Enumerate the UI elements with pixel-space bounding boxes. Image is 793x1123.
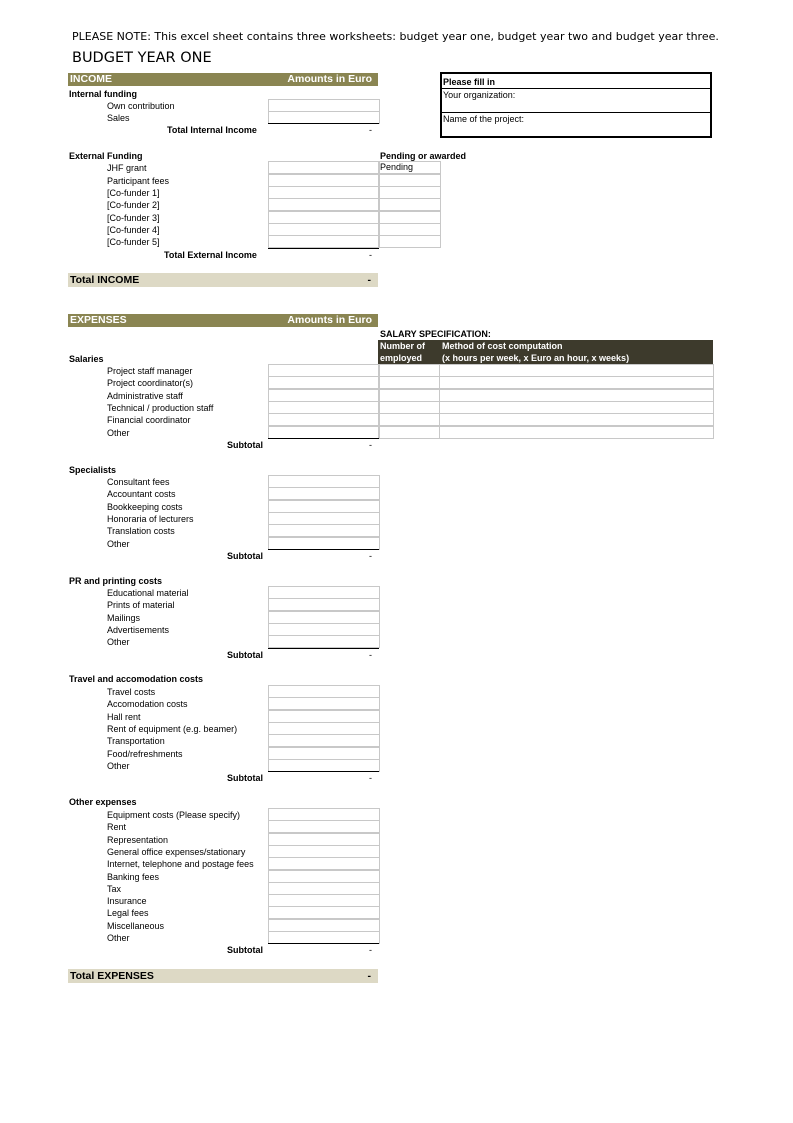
specialists-title: Specialists xyxy=(69,465,117,475)
other-amount-input[interactable] xyxy=(268,808,380,821)
co-funder-5-input[interactable] xyxy=(268,235,380,248)
other-amount-input[interactable] xyxy=(268,870,380,883)
total-income-bar xyxy=(68,273,378,287)
fill-in-title: Please fill in xyxy=(443,77,496,87)
pr-item-label: Prints of material xyxy=(107,600,175,611)
total-income-value: - xyxy=(367,274,371,286)
other-item-label: Representation xyxy=(107,834,169,845)
travel-amount-input[interactable] xyxy=(268,722,380,735)
income-item-label: [Co-funder 4] xyxy=(107,225,160,235)
salaries-item-label: Other xyxy=(107,427,130,438)
travel-item-label: Other xyxy=(107,760,130,771)
salaries-subtotal-value: - xyxy=(369,439,372,450)
salaries-amount-input[interactable] xyxy=(268,389,380,402)
salary-cost-method-input[interactable] xyxy=(439,389,714,402)
other-item-label: Internet, telephone and postage fees xyxy=(107,859,254,870)
travel-item-label: Travel costs xyxy=(107,687,156,697)
travel-amount-input[interactable] xyxy=(268,710,380,723)
organization-label: Your organization: xyxy=(443,90,516,100)
travel-amount-input[interactable] xyxy=(268,685,380,698)
travel-item-label: Hall rent xyxy=(107,711,141,722)
total-external-income-label: Total External Income xyxy=(164,250,257,260)
other-amount-input[interactable] xyxy=(268,894,380,907)
sheet-note: PLEASE NOTE: This excel sheet contains three worksheets: budget year one, budget year two and budget year three. xyxy=(72,30,719,43)
other-amount-input[interactable] xyxy=(268,906,380,919)
income-item-label: [Co-funder 3] xyxy=(107,213,160,223)
specialists-amount-input[interactable] xyxy=(268,487,380,500)
salary-number-employed-input[interactable] xyxy=(378,364,440,377)
other-item-label: Miscellaneous xyxy=(107,920,165,931)
organization-input[interactable] xyxy=(442,101,710,113)
specialists-item-label: Translation costs xyxy=(107,526,175,537)
other-item-label: Insurance xyxy=(107,896,147,907)
expenses-amount-label: Amounts in Euro xyxy=(287,314,372,326)
travel-amount-input[interactable] xyxy=(268,759,380,772)
salary-number-employed-input[interactable] xyxy=(378,389,440,402)
pr-item-label: Other xyxy=(107,637,130,648)
salary-cost-method-input[interactable] xyxy=(439,413,714,426)
salary-spec-header xyxy=(378,340,713,364)
other-item-label: Equipment costs (Please specify) xyxy=(107,810,241,820)
other-item-label: Rent xyxy=(107,822,127,833)
salary-cost-method-input[interactable] xyxy=(439,426,714,439)
other-amount-input[interactable] xyxy=(268,845,380,858)
income-header-label: INCOME xyxy=(70,73,112,85)
specialists-item-label: Bookkeeping costs xyxy=(107,501,183,512)
pr-amount-input[interactable] xyxy=(268,623,380,636)
co-funder-5-pending-input[interactable] xyxy=(378,235,441,248)
pr-amount-input[interactable] xyxy=(268,598,380,611)
pr-item-label: Mailings xyxy=(107,612,141,623)
pr-printing-title: PR and printing costs xyxy=(69,576,163,586)
other-amount-input[interactable] xyxy=(268,833,380,846)
travel-amount-input[interactable] xyxy=(268,697,380,710)
salary-number-employed-input[interactable] xyxy=(378,401,440,414)
internal-funding-title: Internal funding xyxy=(69,89,137,99)
external-funding-title: External Funding xyxy=(69,151,143,161)
pr-subtotal-label: Subtotal xyxy=(227,649,263,660)
travel-subtotal-value: - xyxy=(369,773,372,784)
salary-col-number-line2: employed xyxy=(380,353,423,363)
jhf-grant-pending-input[interactable]: Pending xyxy=(378,161,441,174)
specialists-item-label: Consultant fees xyxy=(107,477,170,487)
income-item-label: Participant fees xyxy=(107,176,170,186)
other-subtotal-value: - xyxy=(369,945,372,956)
other-item-label: Other xyxy=(107,933,130,943)
total-expenses-value: - xyxy=(367,970,371,982)
other-amount-input[interactable] xyxy=(268,931,380,944)
total-internal-income-label: Total Internal Income xyxy=(167,125,257,135)
specialists-amount-input[interactable] xyxy=(268,512,380,525)
other-item-label: General office expenses/stationary xyxy=(107,846,246,857)
other-expenses-title: Other expenses xyxy=(69,797,137,807)
jhf-grant-input[interactable] xyxy=(268,161,380,174)
income-item-label: Own contribution xyxy=(107,101,175,111)
travel-item-label: Rent of equipment (e.g. beamer) xyxy=(107,723,238,734)
total-expenses-label: Total EXPENSES xyxy=(70,970,154,982)
salaries-amount-input[interactable] xyxy=(268,426,380,439)
salary-cost-method-input[interactable] xyxy=(439,376,714,389)
travel-title: Travel and accomodation costs xyxy=(69,674,204,684)
travel-subtotal-label: Subtotal xyxy=(227,773,263,784)
total-external-income-value: - xyxy=(369,250,372,260)
total-internal-income-value: - xyxy=(369,125,372,135)
salary-cost-method-input[interactable] xyxy=(439,401,714,414)
specialists-item-label: Other xyxy=(107,538,130,549)
salaries-item-label: Technical / production staff xyxy=(107,402,214,413)
other-amount-input[interactable] xyxy=(268,882,380,895)
project-name-input[interactable] xyxy=(442,125,710,135)
salaries-title: Salaries xyxy=(69,354,104,364)
income-amount-label: Amounts in Euro xyxy=(287,73,372,85)
travel-amount-input[interactable] xyxy=(268,747,380,760)
salaries-amount-input[interactable] xyxy=(268,364,380,377)
pr-item-label: Educational material xyxy=(107,588,189,598)
project-name-label: Name of the project: xyxy=(443,114,525,124)
income-header xyxy=(68,73,378,86)
other-item-label: Legal fees xyxy=(107,908,149,919)
income-item-label: JHF grant xyxy=(107,163,147,173)
specialists-amount-input[interactable] xyxy=(268,475,380,488)
other-amount-input[interactable] xyxy=(268,919,380,932)
pr-amount-input[interactable] xyxy=(268,586,380,599)
specialists-amount-input[interactable] xyxy=(268,524,380,537)
salaries-amount-input[interactable] xyxy=(268,401,380,414)
salary-col-number-line1: Number of xyxy=(380,341,425,351)
pr-item-label: Advertisements xyxy=(107,624,170,635)
travel-item-label: Food/refreshments xyxy=(107,748,183,759)
pr-subtotal-value: - xyxy=(369,649,372,660)
total-income-label: Total INCOME xyxy=(70,274,140,286)
travel-item-label: Accomodation costs xyxy=(107,699,188,710)
other-subtotal-label: Subtotal xyxy=(227,945,263,956)
pr-amount-input[interactable] xyxy=(268,635,380,648)
other-item-label: Tax xyxy=(107,883,122,894)
salaries-item-label: Project staff manager xyxy=(107,366,193,376)
salary-number-employed-input[interactable] xyxy=(378,426,440,439)
salaries-subtotal-label: Subtotal xyxy=(227,439,263,450)
travel-item-label: Transportation xyxy=(107,736,165,747)
salary-number-employed-input[interactable] xyxy=(378,413,440,426)
total-expenses-bar xyxy=(68,969,378,983)
specialists-subtotal-value: - xyxy=(369,550,372,561)
salaries-item-label: Financial coordinator xyxy=(107,415,191,426)
salary-spec-title: SALARY SPECIFICATION: xyxy=(380,329,491,339)
pr-amount-input[interactable] xyxy=(268,611,380,624)
pending-awarded-title: Pending or awarded xyxy=(380,151,467,161)
salaries-amount-input[interactable] xyxy=(268,376,380,389)
other-amount-input[interactable] xyxy=(268,820,380,833)
salary-number-employed-input[interactable] xyxy=(378,376,440,389)
specialists-item-label: Honoraria of lecturers xyxy=(107,513,194,524)
income-item-label: [Co-funder 1] xyxy=(107,188,160,198)
income-item-label: [Co-funder 5] xyxy=(107,237,160,247)
salary-cost-method-input[interactable] xyxy=(439,364,714,377)
specialists-amount-input[interactable] xyxy=(268,500,380,513)
salaries-amount-input[interactable] xyxy=(268,413,380,426)
sheet-title: BUDGET YEAR ONE xyxy=(72,50,212,66)
salary-col-method-line2: (x hours per week, x Euro an hour, x weeks) xyxy=(442,353,630,363)
specialists-subtotal-label: Subtotal xyxy=(227,550,263,561)
salaries-item-label: Administrative staff xyxy=(107,390,183,401)
specialists-amount-input[interactable] xyxy=(268,537,380,550)
expenses-header-label: EXPENSES xyxy=(70,314,127,326)
income-item-label: Sales xyxy=(107,113,130,123)
specialists-item-label: Accountant costs xyxy=(107,489,176,500)
other-item-label: Banking fees xyxy=(107,871,160,882)
income-item-label: [Co-funder 2] xyxy=(107,200,160,210)
other-amount-input[interactable] xyxy=(268,857,380,870)
travel-amount-input[interactable] xyxy=(268,734,380,747)
co-funder-2-input[interactable] xyxy=(268,198,380,211)
co-funder-2-pending-input[interactable] xyxy=(378,198,441,211)
salaries-item-label: Project coordinator(s) xyxy=(107,378,194,389)
expenses-header xyxy=(68,314,378,327)
salary-col-method-line1: Method of cost computation xyxy=(442,341,563,351)
